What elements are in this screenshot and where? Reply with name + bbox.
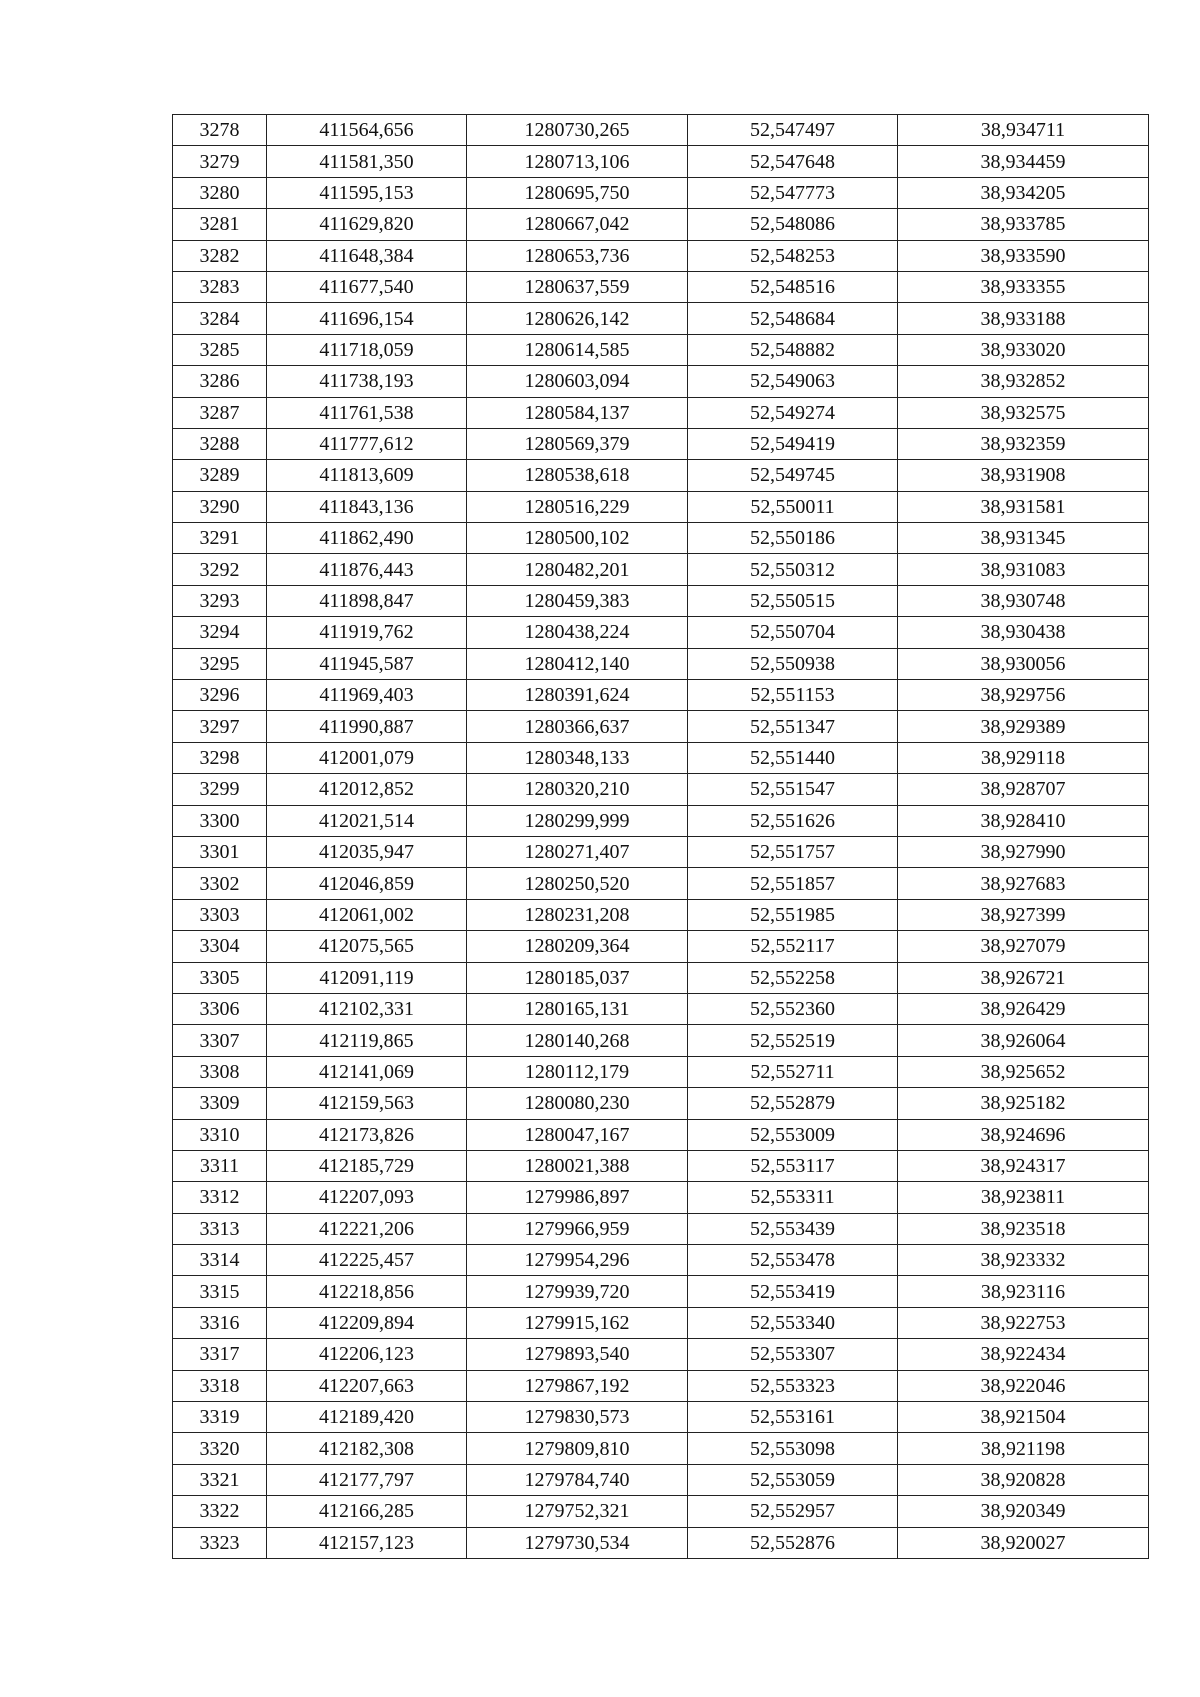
longitude-cell: 38,933188 [898,303,1149,334]
point-number-cell: 3284 [173,303,267,334]
x-coordinate-cell: 411777,612 [267,428,467,459]
x-coordinate-cell: 411919,762 [267,617,467,648]
longitude-cell: 38,923116 [898,1276,1149,1307]
table-row [173,523,1149,554]
point-number-cell: 3317 [173,1339,267,1370]
point-number-cell: 3318 [173,1370,267,1401]
y-coordinate-cell: 1280459,383 [467,585,688,616]
table-row [173,1213,1149,1244]
latitude-cell: 52,553311 [688,1182,898,1213]
latitude-cell: 52,552360 [688,993,898,1024]
latitude-cell: 52,553439 [688,1213,898,1244]
table-row [173,1402,1149,1433]
y-coordinate-cell: 1280348,133 [467,742,688,773]
longitude-cell: 38,920027 [898,1527,1149,1558]
x-coordinate-cell: 411843,136 [267,491,467,522]
longitude-cell: 38,926064 [898,1025,1149,1056]
table-row [173,1150,1149,1181]
x-coordinate-cell: 412035,947 [267,836,467,867]
point-number-cell: 3308 [173,1056,267,1087]
latitude-cell: 52,551547 [688,774,898,805]
x-coordinate-cell: 412209,894 [267,1307,467,1338]
longitude-cell: 38,930748 [898,585,1149,616]
x-coordinate-cell: 412225,457 [267,1245,467,1276]
latitude-cell: 52,551153 [688,680,898,711]
table-row [173,115,1149,146]
longitude-cell: 38,931345 [898,523,1149,554]
table-row [173,1088,1149,1119]
table-row [173,648,1149,679]
point-number-cell: 3281 [173,209,267,240]
table-row [173,334,1149,365]
latitude-cell: 52,551857 [688,868,898,899]
x-coordinate-cell: 412218,856 [267,1276,467,1307]
latitude-cell: 52,547497 [688,115,898,146]
point-number-cell: 3293 [173,585,267,616]
longitude-cell: 38,924317 [898,1150,1149,1181]
longitude-cell: 38,931581 [898,491,1149,522]
table-row [173,460,1149,491]
y-coordinate-cell: 1280366,637 [467,711,688,742]
y-coordinate-cell: 1279752,321 [467,1496,688,1527]
latitude-cell: 52,549274 [688,397,898,428]
latitude-cell: 52,549063 [688,366,898,397]
longitude-cell: 38,933590 [898,240,1149,271]
table-row [173,899,1149,930]
latitude-cell: 52,547773 [688,177,898,208]
latitude-cell: 52,548253 [688,240,898,271]
table-row [173,868,1149,899]
point-number-cell: 3314 [173,1245,267,1276]
latitude-cell: 52,552957 [688,1496,898,1527]
latitude-cell: 52,548086 [688,209,898,240]
table-row [173,931,1149,962]
table-row [173,680,1149,711]
x-coordinate-cell: 411876,443 [267,554,467,585]
longitude-cell: 38,927683 [898,868,1149,899]
latitude-cell: 52,553323 [688,1370,898,1401]
point-number-cell: 3280 [173,177,267,208]
y-coordinate-cell: 1280653,736 [467,240,688,271]
y-coordinate-cell: 1279939,720 [467,1276,688,1307]
table-row [173,1527,1149,1558]
latitude-cell: 52,550312 [688,554,898,585]
latitude-cell: 52,552117 [688,931,898,962]
table-row [173,836,1149,867]
longitude-cell: 38,929756 [898,680,1149,711]
x-coordinate-cell: 412173,826 [267,1119,467,1150]
latitude-cell: 52,552879 [688,1088,898,1119]
x-coordinate-cell: 412046,859 [267,868,467,899]
longitude-cell: 38,930438 [898,617,1149,648]
latitude-cell: 52,549745 [688,460,898,491]
latitude-cell: 52,553161 [688,1402,898,1433]
point-number-cell: 3294 [173,617,267,648]
x-coordinate-cell: 411718,059 [267,334,467,365]
point-number-cell: 3291 [173,523,267,554]
y-coordinate-cell: 1279867,192 [467,1370,688,1401]
x-coordinate-cell: 411581,350 [267,146,467,177]
point-number-cell: 3285 [173,334,267,365]
table-row [173,1433,1149,1464]
latitude-cell: 52,552711 [688,1056,898,1087]
latitude-cell: 52,552876 [688,1527,898,1558]
longitude-cell: 38,925182 [898,1088,1149,1119]
x-coordinate-cell: 411595,153 [267,177,467,208]
latitude-cell: 52,547648 [688,146,898,177]
x-coordinate-cell: 412012,852 [267,774,467,805]
longitude-cell: 38,933355 [898,271,1149,302]
point-number-cell: 3323 [173,1527,267,1558]
point-number-cell: 3299 [173,774,267,805]
longitude-cell: 38,929389 [898,711,1149,742]
y-coordinate-cell: 1279893,540 [467,1339,688,1370]
latitude-cell: 52,549419 [688,428,898,459]
point-number-cell: 3303 [173,899,267,930]
table-row [173,1119,1149,1150]
longitude-cell: 38,932359 [898,428,1149,459]
y-coordinate-cell: 1280320,210 [467,774,688,805]
point-number-cell: 3279 [173,146,267,177]
latitude-cell: 52,548684 [688,303,898,334]
longitude-cell: 38,929118 [898,742,1149,773]
x-coordinate-cell: 412185,729 [267,1150,467,1181]
y-coordinate-cell: 1279730,534 [467,1527,688,1558]
y-coordinate-cell: 1280637,559 [467,271,688,302]
table-row [173,1496,1149,1527]
point-number-cell: 3304 [173,931,267,962]
y-coordinate-cell: 1280299,999 [467,805,688,836]
x-coordinate-cell: 411761,538 [267,397,467,428]
latitude-cell: 52,551985 [688,899,898,930]
y-coordinate-cell: 1280730,265 [467,115,688,146]
x-coordinate-cell: 412166,285 [267,1496,467,1527]
x-coordinate-cell: 411629,820 [267,209,467,240]
x-coordinate-cell: 412102,331 [267,993,467,1024]
table-row [173,805,1149,836]
point-number-cell: 3307 [173,1025,267,1056]
x-coordinate-cell: 411990,887 [267,711,467,742]
point-number-cell: 3315 [173,1276,267,1307]
x-coordinate-cell: 412206,123 [267,1339,467,1370]
longitude-cell: 38,927399 [898,899,1149,930]
table-row [173,1025,1149,1056]
point-number-cell: 3319 [173,1402,267,1433]
x-coordinate-cell: 412159,563 [267,1088,467,1119]
longitude-cell: 38,921198 [898,1433,1149,1464]
x-coordinate-cell: 411862,490 [267,523,467,554]
longitude-cell: 38,931908 [898,460,1149,491]
y-coordinate-cell: 1280626,142 [467,303,688,334]
x-coordinate-cell: 411898,847 [267,585,467,616]
x-coordinate-cell: 412001,079 [267,742,467,773]
latitude-cell: 52,553059 [688,1464,898,1495]
y-coordinate-cell: 1280080,230 [467,1088,688,1119]
point-number-cell: 3300 [173,805,267,836]
latitude-cell: 52,550938 [688,648,898,679]
y-coordinate-cell: 1280695,750 [467,177,688,208]
table-row [173,271,1149,302]
x-coordinate-cell: 411945,587 [267,648,467,679]
y-coordinate-cell: 1280614,585 [467,334,688,365]
point-number-cell: 3287 [173,397,267,428]
x-coordinate-cell: 412061,002 [267,899,467,930]
x-coordinate-cell: 411738,193 [267,366,467,397]
y-coordinate-cell: 1279809,810 [467,1433,688,1464]
latitude-cell: 52,552519 [688,1025,898,1056]
table-row [173,209,1149,240]
longitude-cell: 38,927990 [898,836,1149,867]
longitude-cell: 38,934459 [898,146,1149,177]
point-number-cell: 3282 [173,240,267,271]
longitude-cell: 38,926721 [898,962,1149,993]
point-number-cell: 3322 [173,1496,267,1527]
point-number-cell: 3292 [173,554,267,585]
y-coordinate-cell: 1279915,162 [467,1307,688,1338]
table-row [173,1276,1149,1307]
y-coordinate-cell: 1280500,102 [467,523,688,554]
point-number-cell: 3286 [173,366,267,397]
point-number-cell: 3313 [173,1213,267,1244]
latitude-cell: 52,553478 [688,1245,898,1276]
table-row [173,240,1149,271]
y-coordinate-cell: 1280250,520 [467,868,688,899]
table-row [173,962,1149,993]
y-coordinate-cell: 1279954,296 [467,1245,688,1276]
latitude-cell: 52,550186 [688,523,898,554]
table-row [173,397,1149,428]
latitude-cell: 52,550011 [688,491,898,522]
point-number-cell: 3316 [173,1307,267,1338]
latitude-cell: 52,551440 [688,742,898,773]
point-number-cell: 3298 [173,742,267,773]
longitude-cell: 38,932852 [898,366,1149,397]
x-coordinate-cell: 412177,797 [267,1464,467,1495]
point-number-cell: 3306 [173,993,267,1024]
table-row [173,1056,1149,1087]
table-row [173,428,1149,459]
x-coordinate-cell: 412207,663 [267,1370,467,1401]
point-number-cell: 3312 [173,1182,267,1213]
point-number-cell: 3289 [173,460,267,491]
y-coordinate-cell: 1279830,573 [467,1402,688,1433]
x-coordinate-cell: 411696,154 [267,303,467,334]
y-coordinate-cell: 1280231,208 [467,899,688,930]
table-row [173,303,1149,334]
table-row [173,491,1149,522]
table-row [173,554,1149,585]
table-row [173,993,1149,1024]
latitude-cell: 52,548516 [688,271,898,302]
x-coordinate-cell: 412182,308 [267,1433,467,1464]
x-coordinate-cell: 411969,403 [267,680,467,711]
point-number-cell: 3310 [173,1119,267,1150]
x-coordinate-cell: 412141,069 [267,1056,467,1087]
x-coordinate-cell: 412091,119 [267,962,467,993]
longitude-cell: 38,928707 [898,774,1149,805]
y-coordinate-cell: 1280021,388 [467,1150,688,1181]
point-number-cell: 3290 [173,491,267,522]
table-row [173,177,1149,208]
table-row [173,1245,1149,1276]
latitude-cell: 52,553307 [688,1339,898,1370]
table-row [173,366,1149,397]
x-coordinate-cell: 412075,565 [267,931,467,962]
latitude-cell: 52,550515 [688,585,898,616]
y-coordinate-cell: 1279986,897 [467,1182,688,1213]
point-number-cell: 3302 [173,868,267,899]
x-coordinate-cell: 412207,093 [267,1182,467,1213]
y-coordinate-cell: 1280516,229 [467,491,688,522]
y-coordinate-cell: 1280584,137 [467,397,688,428]
x-coordinate-cell: 412157,123 [267,1527,467,1558]
table-row [173,742,1149,773]
longitude-cell: 38,920349 [898,1496,1149,1527]
point-number-cell: 3278 [173,115,267,146]
longitude-cell: 38,924696 [898,1119,1149,1150]
table-row [173,146,1149,177]
y-coordinate-cell: 1280047,167 [467,1119,688,1150]
longitude-cell: 38,934205 [898,177,1149,208]
longitude-cell: 38,923518 [898,1213,1149,1244]
point-number-cell: 3301 [173,836,267,867]
y-coordinate-cell: 1280438,224 [467,617,688,648]
point-number-cell: 3297 [173,711,267,742]
coordinates-table-body [173,115,1149,1559]
longitude-cell: 38,921504 [898,1402,1149,1433]
y-coordinate-cell: 1280412,140 [467,648,688,679]
latitude-cell: 52,550704 [688,617,898,648]
latitude-cell: 52,551757 [688,836,898,867]
latitude-cell: 52,551626 [688,805,898,836]
y-coordinate-cell: 1280271,407 [467,836,688,867]
table-row [173,1307,1149,1338]
x-coordinate-cell: 412119,865 [267,1025,467,1056]
x-coordinate-cell: 411564,656 [267,115,467,146]
y-coordinate-cell: 1280209,364 [467,931,688,962]
longitude-cell: 38,932575 [898,397,1149,428]
point-number-cell: 3321 [173,1464,267,1495]
latitude-cell: 52,552258 [688,962,898,993]
table-row [173,711,1149,742]
y-coordinate-cell: 1280112,179 [467,1056,688,1087]
x-coordinate-cell: 412021,514 [267,805,467,836]
longitude-cell: 38,928410 [898,805,1149,836]
latitude-cell: 52,553419 [688,1276,898,1307]
point-number-cell: 3295 [173,648,267,679]
x-coordinate-cell: 412221,206 [267,1213,467,1244]
point-number-cell: 3283 [173,271,267,302]
x-coordinate-cell: 411813,609 [267,460,467,491]
y-coordinate-cell: 1280185,037 [467,962,688,993]
y-coordinate-cell: 1280667,042 [467,209,688,240]
latitude-cell: 52,548882 [688,334,898,365]
y-coordinate-cell: 1280713,106 [467,146,688,177]
latitude-cell: 52,553340 [688,1307,898,1338]
longitude-cell: 38,925652 [898,1056,1149,1087]
y-coordinate-cell: 1279966,959 [467,1213,688,1244]
longitude-cell: 38,934711 [898,115,1149,146]
x-coordinate-cell: 411648,384 [267,240,467,271]
y-coordinate-cell: 1280165,131 [467,993,688,1024]
y-coordinate-cell: 1280538,618 [467,460,688,491]
latitude-cell: 52,553117 [688,1150,898,1181]
y-coordinate-cell: 1280569,379 [467,428,688,459]
longitude-cell: 38,922753 [898,1307,1149,1338]
y-coordinate-cell: 1280482,201 [467,554,688,585]
latitude-cell: 52,553098 [688,1433,898,1464]
table-row [173,585,1149,616]
longitude-cell: 38,923332 [898,1245,1149,1276]
point-number-cell: 3305 [173,962,267,993]
longitude-cell: 38,927079 [898,931,1149,962]
table-row [173,774,1149,805]
point-number-cell: 3311 [173,1150,267,1181]
longitude-cell: 38,920828 [898,1464,1149,1495]
longitude-cell: 38,933020 [898,334,1149,365]
longitude-cell: 38,923811 [898,1182,1149,1213]
table-row [173,1370,1149,1401]
latitude-cell: 52,553009 [688,1119,898,1150]
table-row [173,1464,1149,1495]
longitude-cell: 38,922046 [898,1370,1149,1401]
y-coordinate-cell: 1279784,740 [467,1464,688,1495]
latitude-cell: 52,551347 [688,711,898,742]
table-row [173,1339,1149,1370]
longitude-cell: 38,931083 [898,554,1149,585]
longitude-cell: 38,922434 [898,1339,1149,1370]
coordinates-table [172,114,1149,1559]
x-coordinate-cell: 412189,420 [267,1402,467,1433]
y-coordinate-cell: 1280391,624 [467,680,688,711]
point-number-cell: 3320 [173,1433,267,1464]
y-coordinate-cell: 1280603,094 [467,366,688,397]
longitude-cell: 38,933785 [898,209,1149,240]
table-row [173,1182,1149,1213]
y-coordinate-cell: 1280140,268 [467,1025,688,1056]
x-coordinate-cell: 411677,540 [267,271,467,302]
point-number-cell: 3296 [173,680,267,711]
table-row [173,617,1149,648]
point-number-cell: 3288 [173,428,267,459]
longitude-cell: 38,926429 [898,993,1149,1024]
point-number-cell: 3309 [173,1088,267,1119]
longitude-cell: 38,930056 [898,648,1149,679]
